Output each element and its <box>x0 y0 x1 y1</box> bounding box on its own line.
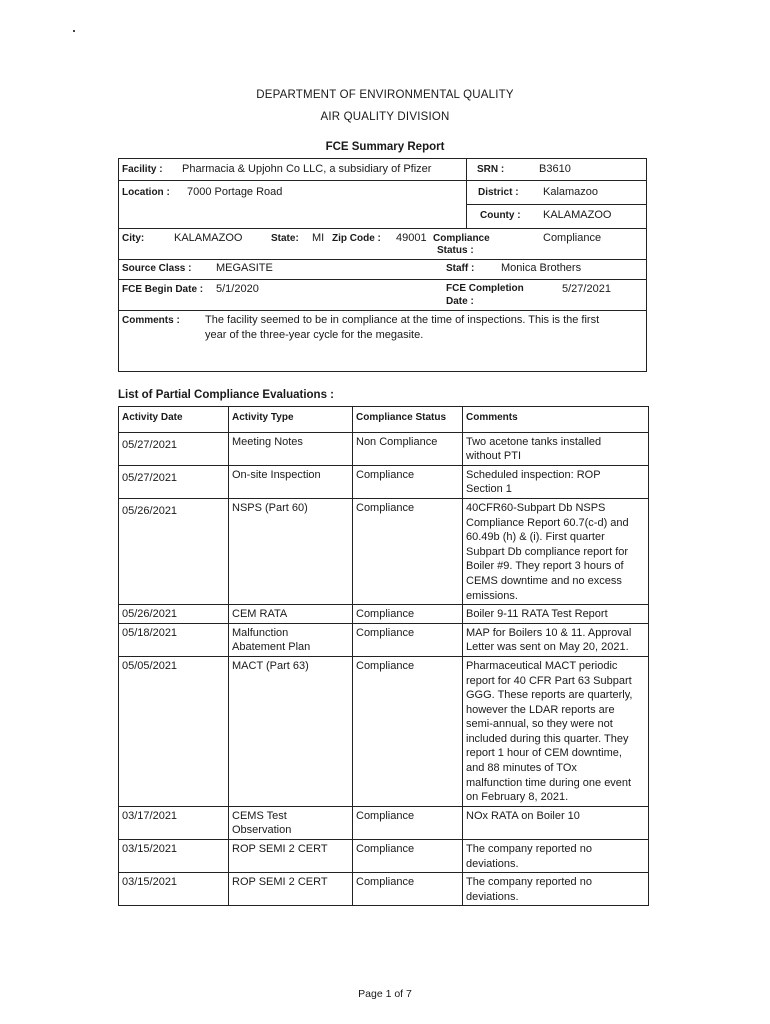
table-row <box>119 873 649 906</box>
department-title: DEPARTMENT OF ENVIRONMENTAL QUALITY <box>256 89 514 101</box>
compliance-status-value: Compliance <box>543 232 602 244</box>
row-comments <box>463 605 649 624</box>
comment-line: GGG. These reports are quarterly, <box>466 689 633 702</box>
compliance-status-label-1: Compliance <box>433 233 490 244</box>
type-line: Malfunction <box>232 626 289 639</box>
activity-type <box>229 605 353 624</box>
col-comments: Comments <box>463 407 649 433</box>
comment-line: Boiler 9-11 RATA Test Report <box>466 608 608 621</box>
county-value: KALAMAZOO <box>543 209 612 221</box>
zip-label: Zip Code : <box>332 233 381 244</box>
activity-type <box>229 498 353 604</box>
comments-label: Comments : <box>122 315 180 326</box>
compliance-status: Compliance <box>353 873 463 906</box>
type-line: CEMS Test <box>232 809 287 822</box>
compliance-status: Compliance <box>353 656 463 806</box>
comment-line: 60.49b (h) & (i). First quarter <box>466 531 605 544</box>
comment-line: report 1 hour of CEM downtime, <box>466 747 622 760</box>
activity-type <box>229 806 353 839</box>
report-title: FCE Summary Report <box>325 141 445 153</box>
activity-date: 05/26/2021 <box>119 498 229 604</box>
facility-label: Facility : <box>122 164 163 175</box>
srn-value: B3610 <box>539 163 571 175</box>
comment-line: on February 8, 2021. <box>466 791 569 804</box>
city-value: KALAMAZOO <box>174 232 243 244</box>
pce-list-title: List of Partial Compliance Evaluations : <box>118 389 334 401</box>
comment-line: and 88 minutes of TOx <box>466 762 577 775</box>
srn-label: SRN : <box>477 164 505 175</box>
compliance-status: Compliance <box>353 605 463 624</box>
scan-speck <box>73 30 75 32</box>
comments-line-2: year of the three-year cycle for the megasite. <box>205 329 424 341</box>
activity-date: 05/27/2021 <box>119 432 229 465</box>
col-compliance-status: Compliance Status <box>353 407 463 433</box>
activity-date: 03/15/2021 <box>119 840 229 873</box>
comment-line: The company reported no <box>466 876 592 889</box>
comment-line: 40CFR60-Subpart Db NSPS <box>466 501 606 514</box>
fce-summary-box <box>118 158 647 372</box>
zip-value: 49001 <box>396 232 427 244</box>
activity-type <box>229 623 353 656</box>
fce-begin-value: 5/1/2020 <box>216 283 259 295</box>
activity-date: 05/18/2021 <box>119 623 229 656</box>
compliance-status: Compliance <box>353 840 463 873</box>
type-line: Abatement Plan <box>232 641 311 654</box>
table-row <box>119 623 649 656</box>
row-comments <box>463 656 649 806</box>
comment-line: deviations. <box>466 890 519 903</box>
comment-line: Pharmaceutical MACT periodic <box>466 659 618 672</box>
comment-line: Scheduled inspection: ROP <box>466 468 601 481</box>
location-label: Location : <box>122 187 170 198</box>
table-row <box>119 465 649 498</box>
rule-facility <box>119 180 646 181</box>
district-value: Kalamazoo <box>543 186 599 198</box>
compliance-status: Non Compliance <box>353 432 463 465</box>
compliance-status: Compliance <box>353 465 463 498</box>
comment-line: Subpart Db compliance report for <box>466 545 629 558</box>
type-line: ROP SEMI 2 CERT <box>232 843 328 856</box>
compliance-status: Compliance <box>353 498 463 604</box>
row-comments <box>463 806 649 839</box>
activity-date: 03/17/2021 <box>119 806 229 839</box>
comment-line: report for 40 CFR Part 63 Subpart <box>466 674 632 687</box>
type-line: On-site Inspection <box>232 468 321 481</box>
table-row <box>119 656 649 806</box>
activity-type <box>229 873 353 906</box>
comment-line: malfunction time during one event <box>466 776 632 789</box>
comment-line: emissions. <box>466 589 518 602</box>
row-comments <box>463 840 649 873</box>
table-row <box>119 806 649 839</box>
rule-location <box>119 228 646 229</box>
fce-completion-label-1: FCE Completion <box>446 283 524 294</box>
county-label: County : <box>480 210 521 221</box>
type-line: CEM RATA <box>232 608 288 621</box>
type-line: Meeting Notes <box>232 435 303 448</box>
source-class-value: MEGASITE <box>216 262 273 274</box>
division-title: AIR QUALITY DIVISION <box>320 111 450 123</box>
comment-line: CEMS downtime and no excess <box>466 574 622 587</box>
row-comments <box>463 623 649 656</box>
table-row <box>119 605 649 624</box>
type-line: ROP SEMI 2 CERT <box>232 876 328 889</box>
comment-line: Boiler #9. They report 3 hours of <box>466 560 624 573</box>
fce-completion-label-2: Date : <box>446 296 474 307</box>
fce-begin-label: FCE Begin Date : <box>122 284 204 295</box>
rule-vertical <box>466 159 467 228</box>
col-activity-date: Activity Date <box>119 407 229 433</box>
compliance-status: Compliance <box>353 623 463 656</box>
comment-line: Compliance Report 60.7(c-d) and <box>466 516 629 529</box>
activity-type <box>229 432 353 465</box>
state-label: State: <box>271 233 299 244</box>
rule-fce-begin <box>119 310 646 311</box>
comment-line: Letter was sent on May 20, 2021. <box>466 641 629 654</box>
page-number: Page 1 of 7 <box>358 988 412 1000</box>
activity-date: 05/05/2021 <box>119 656 229 806</box>
comment-line: included during this quarter. They <box>466 732 629 745</box>
comment-line: MAP for Boilers 10 & 11. Approval <box>466 626 632 639</box>
state-value: MI <box>312 232 325 244</box>
source-class-label: Source Class : <box>122 263 192 274</box>
location-value: 7000 Portage Road <box>187 186 283 198</box>
staff-value: Monica Brothers <box>501 262 582 274</box>
comment-line: Section 1 <box>466 483 512 496</box>
row-comments <box>463 498 649 604</box>
table-row <box>119 432 649 465</box>
type-line: MACT (Part 63) <box>232 659 309 672</box>
compliance-status: Compliance <box>353 806 463 839</box>
fce-completion-value: 5/27/2021 <box>562 283 611 295</box>
type-line: Observation <box>232 824 292 837</box>
rule-district <box>467 204 646 205</box>
facility-value: Pharmacia & Upjohn Co LLC, a subsidiary of Pfizer <box>182 163 432 175</box>
activity-type <box>229 656 353 806</box>
type-line: NSPS (Part 60) <box>232 501 308 514</box>
staff-label: Staff : <box>446 263 475 274</box>
row-comments <box>463 465 649 498</box>
comment-line: The company reported no <box>466 843 592 856</box>
comment-line: NOx RATA on Boiler 10 <box>466 809 580 822</box>
activity-date: 03/15/2021 <box>119 873 229 906</box>
comments-line-1: The facility seemed to be in compliance at the time of inspections. This is the first <box>205 314 600 326</box>
comment-line: Two acetone tanks installed <box>466 435 602 448</box>
comment-line: without PTI <box>466 450 522 463</box>
city-label: City: <box>122 233 145 244</box>
col-activity-type: Activity Type <box>229 407 353 433</box>
row-comments <box>463 432 649 465</box>
comment-line: however the LDAR reports are <box>466 703 615 716</box>
activity-type <box>229 465 353 498</box>
activity-date: 05/26/2021 <box>119 605 229 624</box>
pce-header-row <box>119 407 649 433</box>
rule-source-class <box>119 279 646 280</box>
table-row <box>119 498 649 604</box>
compliance-status-label-2: Status : <box>437 245 474 256</box>
district-label: District : <box>478 187 519 198</box>
comment-line: semi-annual, so they were not <box>466 718 613 731</box>
activity-type <box>229 840 353 873</box>
row-comments <box>463 873 649 906</box>
table-row <box>119 840 649 873</box>
pce-table <box>118 406 649 906</box>
activity-date: 05/27/2021 <box>119 465 229 498</box>
rule-city <box>119 259 646 260</box>
comment-line: deviations. <box>466 857 519 870</box>
